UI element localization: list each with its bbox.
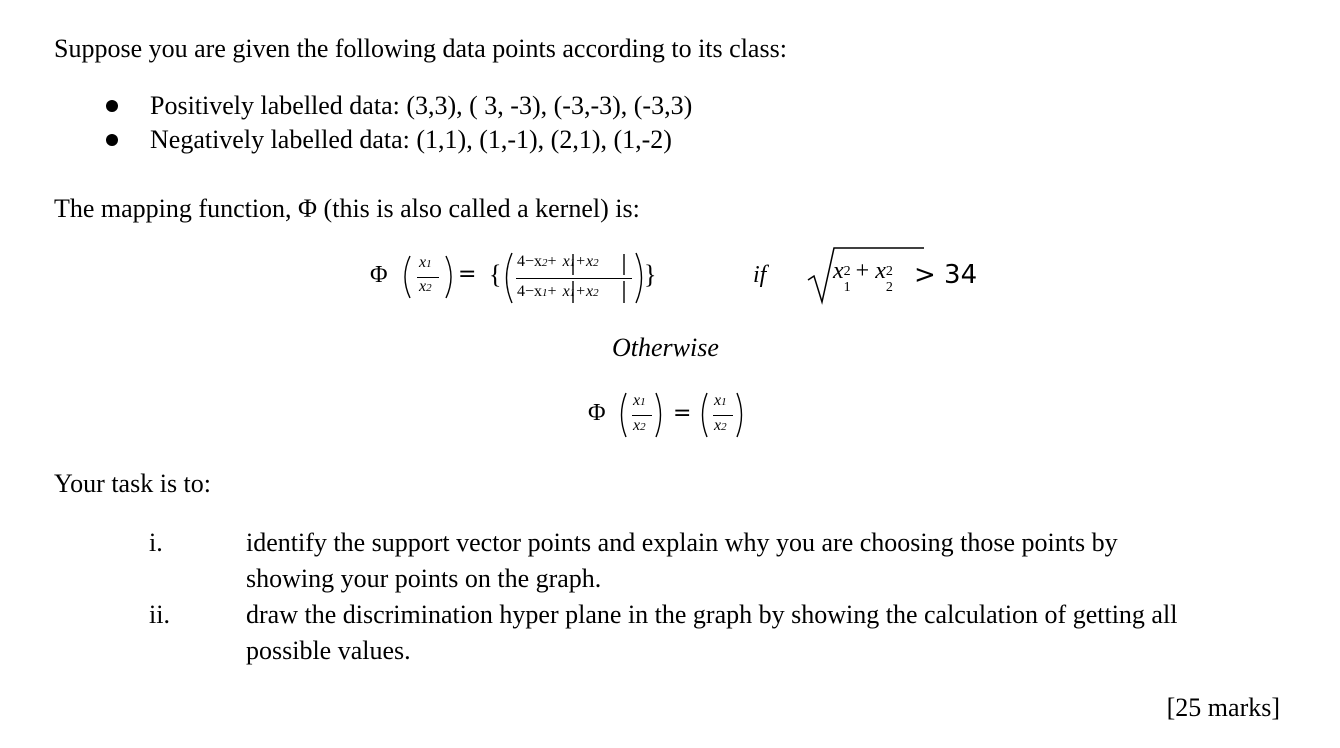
left-brace: { bbox=[489, 260, 502, 289]
bullet-dot bbox=[106, 134, 118, 146]
task-number: ii. bbox=[149, 600, 170, 629]
vector-x2: x2 bbox=[419, 278, 432, 295]
phi-symbol: Φ bbox=[588, 400, 606, 426]
if-label: if bbox=[753, 262, 767, 288]
sqrt-condition: x 2 1 + x 2 2 bbox=[833, 258, 893, 295]
vector-x1: x1 bbox=[633, 392, 646, 409]
vector-x1: x1 bbox=[714, 392, 727, 409]
task-text-line: showing your points on the graph. bbox=[246, 564, 602, 593]
intro-text: Suppose you are given the following data points according to its class: bbox=[54, 34, 787, 63]
right-brace: } bbox=[644, 260, 657, 289]
task-text-line: identify the support vector points and explain why you are choosing those points by bbox=[246, 528, 1118, 557]
bullet-negative: Negatively labelled data: (1,1), (1,-1), (2,1), (1,-2) bbox=[150, 125, 672, 154]
marks-label: [25 marks] bbox=[1166, 693, 1280, 722]
mapping-intro: The mapping function, Φ (this is also called a kernel) is: bbox=[54, 194, 640, 223]
phi-symbol: Φ bbox=[370, 262, 388, 288]
bullet-dot bbox=[106, 100, 118, 112]
fraction-bar bbox=[516, 278, 632, 279]
task-number: i. bbox=[149, 528, 163, 557]
task-intro: Your task is to: bbox=[54, 469, 212, 498]
vector-x2: x2 bbox=[633, 417, 646, 434]
otherwise-label: Otherwise bbox=[612, 333, 719, 362]
fraction-numerator: 4−x2+ x1+x2 bbox=[517, 253, 599, 270]
vector-x2: x2 bbox=[714, 417, 727, 434]
vector-x1: x1 bbox=[419, 254, 432, 271]
equals-sign: = bbox=[673, 401, 692, 426]
fraction-denominator: 4−x1+ x1+x2 bbox=[517, 283, 599, 300]
sqrt-rhs: > 34 bbox=[914, 260, 978, 290]
task-text-line: draw the discrimination hyper plane in the graph by showing the calculation of getting all bbox=[246, 600, 1178, 629]
task-text-line: possible values. bbox=[246, 636, 411, 665]
bullet-positive: Positively labelled data: (3,3), ( 3, -3), (-3,-3), (-3,3) bbox=[150, 91, 693, 120]
equals-sign: = bbox=[458, 262, 477, 287]
